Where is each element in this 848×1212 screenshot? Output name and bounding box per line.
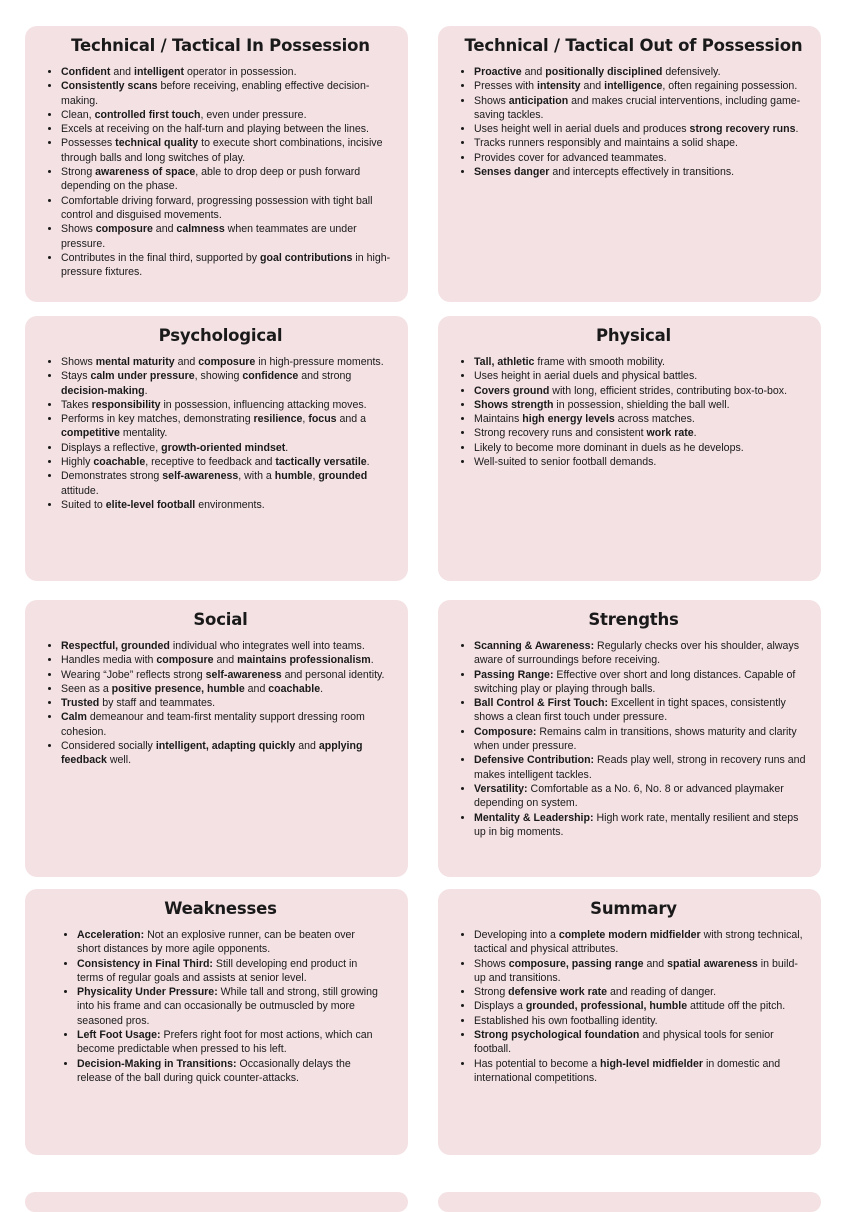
- bullet-item: [474, 957, 807, 986]
- text: , often regaining possession.: [662, 80, 798, 93]
- text: Strong: [61, 166, 96, 179]
- text: operator in possession.: [184, 66, 297, 78]
- bullet-item: [61, 469, 394, 498]
- bullet-item: [61, 639, 394, 653]
- text: by staff and teammates.: [99, 697, 216, 710]
- text: .: [795, 123, 799, 136]
- text: Stays: [61, 370, 91, 383]
- bold-text: Acceleration:: [77, 929, 145, 941]
- text: and: [213, 654, 238, 667]
- text: environments.: [195, 498, 265, 511]
- bold-text: intelligent, adapting quickly: [155, 740, 296, 753]
- text: Handles media with: [61, 654, 157, 667]
- text: Prefers right foot for most actions, which can become predictable when pressed to his left.: [77, 1029, 373, 1056]
- text: Still developing end product in terms of regular goals and assists at senior level.: [77, 957, 358, 984]
- bold-text: Proactive: [474, 66, 522, 78]
- text: Demonstrates strong: [61, 470, 163, 483]
- text: .: [320, 682, 324, 695]
- bold-text: confidence: [242, 370, 299, 383]
- bold-text: goal contributions: [260, 251, 353, 264]
- bold-text: competitive: [61, 427, 120, 440]
- bold-text: humble: [274, 470, 313, 483]
- bold-text: Calm: [61, 711, 87, 724]
- bold-text: Strong psychological foundation: [474, 1029, 640, 1042]
- bold-text: grounded, professional, humble: [525, 1000, 688, 1013]
- bullet-item: [474, 928, 807, 957]
- text: Comfortable driving forward, progressing possession with tight ball control and disguised movements.: [61, 194, 373, 221]
- text: Likely to become more dominant in duels as he develops.: [474, 441, 744, 454]
- bullet-item: [474, 384, 807, 398]
- text: ,: [312, 470, 319, 483]
- bullet-item: [474, 412, 807, 426]
- text: , with a: [238, 470, 275, 483]
- text: Remains calm in transitions, shows maturity and clarity when under pressure.: [474, 725, 797, 753]
- card-title: Social: [193, 610, 248, 629]
- bullet-list: [460, 355, 807, 469]
- bullet-item: [61, 653, 394, 667]
- bullet-item: [61, 441, 394, 455]
- text: demeanour and team-first mentality support dressing room cohesion.: [61, 711, 365, 738]
- bullet-item: [61, 668, 394, 682]
- text: and: [244, 682, 269, 695]
- bullet-item: [77, 957, 380, 986]
- bullet-item: [474, 985, 807, 999]
- text: Regularly checks over his shoulder, always aware of surroundings before receiving.: [474, 640, 800, 667]
- bold-text: responsibility: [91, 398, 161, 411]
- bold-text: strong recovery runs: [689, 123, 796, 136]
- bullet-item: [61, 696, 394, 710]
- bullet-item: [61, 79, 394, 108]
- bullet-item: [61, 412, 394, 441]
- bullet-list: [47, 639, 394, 768]
- text: Provides cover for advanced teammates.: [474, 151, 667, 164]
- bold-text: tactically versatile: [275, 456, 367, 469]
- bullet-item: [77, 928, 380, 957]
- bold-text: work rate: [646, 427, 694, 440]
- bullet-item: [61, 251, 394, 280]
- text: Displays a: [474, 1000, 526, 1013]
- bullet-item: [474, 441, 807, 455]
- bullet-item: [61, 710, 394, 739]
- bold-text: defensive work rate: [508, 986, 608, 999]
- text: attitude.: [61, 484, 99, 497]
- bullet-item: [61, 108, 394, 122]
- bullet-item: [474, 122, 807, 136]
- text: in possession, shielding the ball well.: [553, 398, 730, 411]
- next-card-right: [438, 1192, 821, 1212]
- bold-text: Consistently scans: [61, 80, 158, 93]
- bold-text: high-level midfielder: [600, 1057, 704, 1070]
- bold-text: growth-oriented mindset: [161, 441, 286, 454]
- text: While tall and strong, still growing into his frame and can occasionally be outmuscled by more seasoned pros.: [77, 986, 378, 1027]
- text: and strong: [298, 370, 352, 383]
- bold-text: Left Foot Usage:: [77, 1029, 161, 1042]
- bold-text: controlled first touch: [94, 108, 201, 121]
- bold-text: intelligence: [604, 80, 663, 93]
- bullet-item: [77, 985, 380, 1028]
- bold-text: Mentality & Leadership:: [474, 811, 594, 824]
- text: Tracks runners responsibly and maintains a solid shape.: [474, 137, 738, 150]
- bullet-item: [474, 1057, 807, 1086]
- text: and makes crucial interventions, including game-saving tackles.: [474, 94, 801, 121]
- bold-text: high energy levels: [522, 413, 615, 426]
- bullet-item: [474, 725, 807, 754]
- bold-text: Confident: [61, 66, 111, 78]
- text: mentality.: [119, 427, 168, 440]
- bold-text: focus: [308, 413, 337, 426]
- bullet-item: [474, 1028, 807, 1057]
- bullet-item: [77, 1028, 380, 1057]
- bullet-list: [47, 928, 394, 1085]
- text: and a: [336, 413, 367, 426]
- bold-text: composure: [198, 356, 256, 368]
- card-weaknesses: [25, 889, 408, 1155]
- bullet-item: [474, 355, 807, 369]
- card-social: [25, 600, 408, 877]
- bold-text: positionally disciplined: [545, 66, 663, 78]
- bullet-item: [474, 999, 807, 1013]
- bold-text: coachable: [93, 456, 146, 469]
- bullet-item: [61, 136, 394, 165]
- text: Highly: [61, 456, 94, 469]
- bold-text: calmness: [176, 223, 225, 236]
- bullet-item: [61, 355, 394, 369]
- bullet-item: [474, 151, 807, 165]
- card-title: Technical / Tactical In Possession: [71, 36, 370, 55]
- text: .: [285, 441, 289, 454]
- text: Clean,: [61, 108, 95, 121]
- text: Excels at receiving on the half-turn and playing between the lines.: [61, 123, 369, 136]
- text: in high-pressure moments.: [255, 356, 384, 368]
- text: in domestic and international competitions.: [474, 1057, 781, 1084]
- bullet-list: [47, 355, 394, 512]
- text: and personal identity.: [281, 668, 385, 681]
- bullet-item: [474, 639, 807, 668]
- bullet-item: [61, 498, 394, 512]
- bold-text: Defensive Contribution:: [474, 754, 595, 767]
- text: .: [370, 654, 374, 667]
- bullet-item: [474, 753, 807, 782]
- text: , receptive to feedback and: [145, 456, 276, 469]
- bold-text: awareness of space: [95, 166, 196, 179]
- bullet-item: [474, 79, 807, 93]
- card-physical: [438, 316, 821, 581]
- card-title: Physical: [595, 326, 672, 345]
- bold-text: coachable: [268, 682, 321, 695]
- text: Uses height in aerial duels and physical battles.: [474, 370, 698, 383]
- text: attitude off the pitch.: [687, 1000, 786, 1013]
- text: Effective over short and long distances. Capable of switching play or playing through balls.: [474, 668, 796, 695]
- text: Performs in key matches, demonstrating: [61, 413, 254, 426]
- card-psychological: [25, 316, 408, 581]
- bullet-list: [47, 65, 394, 279]
- text: individual who integrates well into teams.: [169, 640, 365, 652]
- bold-text: Senses danger: [474, 166, 550, 179]
- bullet-item: [61, 165, 394, 194]
- bullet-item: [61, 222, 394, 251]
- text: to execute short combinations, incisive through balls and long switches of play.: [61, 137, 383, 164]
- bold-text: Tall, athletic: [474, 356, 535, 368]
- bold-text: Trusted: [61, 697, 100, 710]
- text: Seen as a: [61, 682, 112, 695]
- bullet-item: [61, 369, 394, 398]
- bold-text: Shows strength: [474, 398, 554, 411]
- text: Suited to: [61, 498, 106, 511]
- text: and intercepts effectively in transitions.: [549, 166, 735, 179]
- bold-text: composure, passing range: [508, 957, 644, 970]
- card-title: Summary: [590, 899, 677, 918]
- card-summary: [438, 889, 821, 1155]
- text: , even under pressure.: [200, 108, 307, 121]
- text: Uses height well in aerial duels and produces: [474, 123, 690, 136]
- text: Comfortable as a No. 6, No. 8 or advanced playmaker depending on system.: [474, 782, 784, 810]
- card-title: Strengths: [588, 610, 679, 629]
- bold-text: maintains professionalism: [237, 654, 371, 667]
- text: and: [174, 356, 199, 368]
- bullet-item: [474, 426, 807, 440]
- card-technical-in-possession: [25, 26, 408, 302]
- text: High work rate, mentally resilient and steps up in big moments.: [474, 811, 799, 838]
- bold-text: Scanning & Awareness:: [474, 640, 595, 652]
- text: Not an explosive runner, can be beaten over short distances by more agile opponents.: [77, 929, 355, 956]
- bullet-item: [61, 122, 394, 136]
- bullet-item: [474, 668, 807, 697]
- bold-text: applying feedback: [61, 740, 363, 767]
- text: and physical tools for senior football.: [474, 1029, 774, 1056]
- bold-text: composure: [95, 223, 153, 236]
- text: Developing into a: [474, 929, 559, 941]
- text: and: [521, 66, 546, 78]
- text: , showing: [194, 370, 243, 383]
- bullet-item: [474, 696, 807, 725]
- text: and reading of danger.: [607, 986, 717, 999]
- bullet-list: [460, 639, 807, 839]
- bullet-item: [474, 811, 807, 840]
- text: Wearing “Jobe” reflects strong: [61, 668, 206, 681]
- bold-text: Versatility:: [474, 782, 528, 795]
- text: Occasionally delays the release of the ball during quick counter-attacks.: [77, 1057, 351, 1084]
- text: Contributes in the final third, supported by: [61, 251, 261, 264]
- bold-text: composure: [156, 654, 214, 667]
- text: Presses with: [474, 80, 537, 93]
- text: Shows: [474, 94, 509, 107]
- bullet-item: [61, 65, 394, 79]
- bold-text: Decision-Making in Transitions:: [77, 1057, 237, 1070]
- card-strengths: [438, 600, 821, 877]
- bold-text: Consistency in Final Third:: [77, 957, 213, 970]
- text: and: [580, 80, 605, 93]
- text: Takes: [61, 398, 92, 411]
- text: and: [152, 223, 177, 236]
- bold-text: technical quality: [115, 137, 199, 150]
- text: across matches.: [614, 413, 695, 426]
- text: Established his own footballing identity.: [474, 1014, 658, 1027]
- text: .: [366, 456, 370, 469]
- text: , able to drop deep or push forward depending on the phase.: [61, 166, 361, 193]
- bold-text: Composure:: [474, 725, 537, 738]
- text: in possession, influencing attacking moves.: [160, 398, 367, 411]
- text: Possesses: [61, 137, 116, 150]
- text: Well-suited to senior football demands.: [474, 456, 657, 469]
- text: Shows: [474, 957, 509, 970]
- bullet-item: [474, 136, 807, 150]
- text: Shows: [61, 223, 96, 236]
- text: Reads play well, strong in recovery runs and makes intelligent tackles.: [474, 754, 806, 781]
- card-title: Technical / Tactical Out of Possession: [464, 36, 803, 55]
- text: frame with smooth mobility.: [534, 356, 665, 368]
- text: .: [144, 384, 148, 397]
- bold-text: grounded: [318, 470, 368, 483]
- bold-text: Respectful, grounded: [61, 640, 170, 652]
- bullet-item: [474, 1014, 807, 1028]
- bullet-item: [474, 369, 807, 383]
- bullet-item: [61, 455, 394, 469]
- card-title: Weaknesses: [164, 899, 277, 918]
- text: Shows: [61, 356, 96, 368]
- text: when teammates are under pressure.: [61, 223, 357, 250]
- bullet-item: [474, 455, 807, 469]
- text: well.: [106, 754, 132, 767]
- text: in high-pressure fixtures.: [61, 251, 391, 279]
- bullet-list: [460, 65, 807, 179]
- bold-text: intensity: [537, 80, 581, 93]
- bullet-item: [474, 165, 807, 179]
- bold-text: self-awareness: [162, 470, 239, 483]
- bullet-list: [460, 928, 807, 1085]
- bold-text: complete modern midfielder: [558, 929, 701, 941]
- bold-text: Passing Range:: [474, 668, 554, 681]
- card-title: Psychological: [158, 326, 283, 345]
- text: Maintains: [474, 413, 523, 426]
- text: Considered socially: [61, 740, 156, 753]
- text: Displays a reflective,: [61, 441, 162, 454]
- bold-text: resilience: [253, 413, 303, 426]
- bullet-item: [474, 782, 807, 811]
- bold-text: positive presence, humble: [111, 682, 245, 695]
- text: Strong: [474, 986, 509, 999]
- bold-text: mental maturity: [95, 356, 175, 368]
- bullet-item: [61, 739, 394, 768]
- bullet-item: [474, 94, 807, 123]
- text: in build-up and transitions.: [474, 957, 798, 984]
- bullet-item: [77, 1057, 380, 1086]
- text: with strong technical, tactical and physical attributes.: [474, 929, 803, 956]
- text: Strong recovery runs and consistent: [474, 427, 647, 440]
- bold-text: Ball Control & First Touch:: [474, 697, 608, 710]
- text: .: [693, 427, 697, 440]
- bold-text: Physicality Under Pressure:: [77, 986, 218, 999]
- text: before receiving, enabling effective decision-making.: [61, 80, 370, 107]
- bold-text: self-awareness: [205, 668, 282, 681]
- text: and: [643, 957, 668, 970]
- text: with long, efficient strides, contributing box-to-box.: [549, 384, 788, 397]
- next-card-left: [25, 1192, 408, 1212]
- bullet-item: [474, 65, 807, 79]
- text: Excellent in tight spaces, consistently shows a clean first touch under pressure.: [474, 697, 786, 724]
- bold-text: anticipation: [508, 94, 569, 107]
- bullet-item: [61, 194, 394, 223]
- text: ,: [302, 413, 309, 426]
- bullet-item: [61, 682, 394, 696]
- bold-text: calm under pressure: [90, 370, 195, 383]
- bold-text: Covers ground: [474, 384, 550, 397]
- bold-text: decision-making: [61, 384, 145, 397]
- text: defensively.: [662, 66, 721, 78]
- bold-text: intelligent: [134, 66, 185, 78]
- bullet-item: [474, 398, 807, 412]
- card-technical-out-of-possession: [438, 26, 821, 302]
- bold-text: elite-level football: [105, 498, 196, 511]
- bullet-item: [61, 398, 394, 412]
- text: Has potential to become a: [474, 1057, 601, 1070]
- text: and: [295, 740, 319, 753]
- bold-text: spatial awareness: [667, 957, 758, 970]
- text: and: [110, 66, 134, 78]
